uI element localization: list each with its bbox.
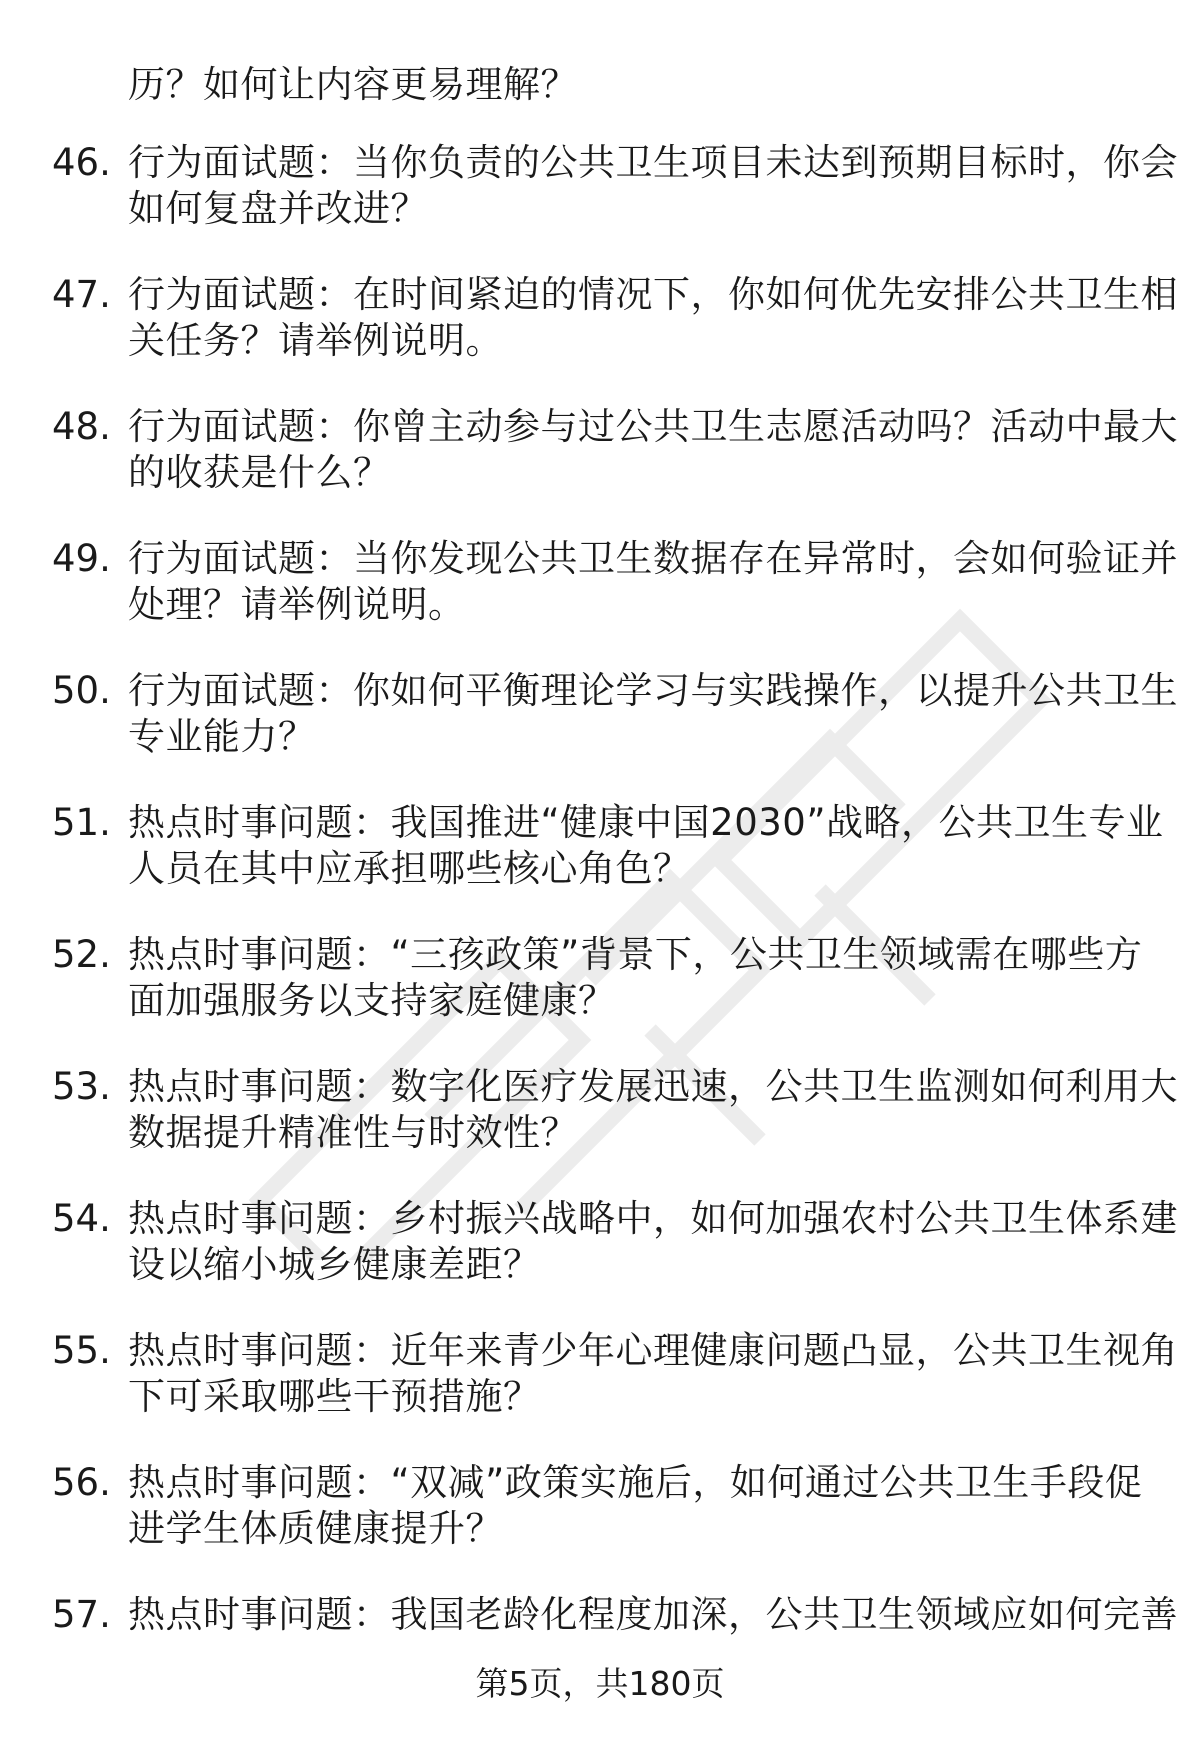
- question-line: 热点时事问题：近年来青少年心理健康问题凸显，公共卫生视角: [128, 1329, 1178, 1372]
- question-line: 专业能力？: [128, 715, 316, 758]
- question-line: 行为面试题：你如何平衡理论学习与实践操作，以提升公共卫生: [128, 669, 1178, 712]
- question-item: [0, 800, 1200, 892]
- question-item: [0, 404, 1200, 496]
- question-number: 56.: [52, 1461, 111, 1504]
- question-line: 热点时事问题：我国推进“健康中国2030”战略，公共卫生专业: [128, 801, 1164, 844]
- page-footer: 第5页，共180页: [475, 1664, 725, 1703]
- question-line: 进学生体质健康提升？: [128, 1507, 503, 1550]
- question-item: [0, 140, 1200, 232]
- question-number: 51.: [52, 801, 111, 844]
- question-text: [128, 140, 1178, 232]
- question-item: [0, 1064, 1200, 1156]
- question-line: 关任务？请举例说明。: [128, 319, 503, 362]
- question-line: 如何复盘并改进？: [128, 187, 428, 230]
- question-text: [128, 1460, 1148, 1552]
- question-text: [128, 1328, 1178, 1420]
- question-number: 50.: [52, 669, 111, 712]
- question-number: 47.: [52, 273, 111, 316]
- question-line: 行为面试题：你曾主动参与过公共卫生志愿活动吗？活动中最大: [128, 405, 1178, 448]
- question-line: 面加强服务以支持家庭健康？: [128, 979, 616, 1022]
- question-line: 处理？请举例说明。: [128, 583, 466, 626]
- question-line: 数据提升精准性与时效性？: [128, 1111, 578, 1154]
- question-line: 人员在其中应承担哪些核心角色？: [128, 847, 691, 890]
- question-list: [0, 140, 1200, 1724]
- question-text: [128, 932, 1148, 1024]
- question-text: [128, 404, 1178, 496]
- question-item: [0, 272, 1200, 364]
- question-item: [0, 1460, 1200, 1552]
- question-number: 55.: [52, 1329, 111, 1372]
- question-line: 热点时事问题：“双减”政策实施后，如何通过公共卫生手段促: [128, 1461, 1143, 1504]
- question-item: [0, 932, 1200, 1024]
- question-item: [0, 668, 1200, 760]
- question-line: 热点时事问题：“三孩政策”背景下，公共卫生领域需在哪些方: [128, 933, 1143, 976]
- question-number: 46.: [52, 141, 111, 184]
- question-line: 热点时事问题：我国老龄化程度加深，公共卫生领域应如何完善: [128, 1593, 1178, 1636]
- question-text: [128, 272, 1178, 364]
- question-item: [0, 1328, 1200, 1420]
- question-text: [128, 1592, 1178, 1638]
- question-text: [128, 1196, 1178, 1288]
- question-line: 行为面试题：在时间紧迫的情况下，你如何优先安排公共卫生相: [128, 273, 1178, 316]
- question-line: 设以缩小城乡健康差距？: [128, 1243, 541, 1286]
- question-line: 热点时事问题：数字化医疗发展迅速，公共卫生监测如何利用大: [128, 1065, 1178, 1108]
- question-number: 49.: [52, 537, 111, 580]
- question-number: 54.: [52, 1197, 111, 1240]
- question-line: 热点时事问题：乡村振兴战略中，如何加强农村公共卫生体系建: [128, 1197, 1178, 1240]
- question-number: 52.: [52, 933, 111, 976]
- question-item: [0, 536, 1200, 628]
- continued-question-text: 历？如何让内容更易理解？: [128, 63, 578, 106]
- question-number: 48.: [52, 405, 111, 448]
- question-line: 的收获是什么？: [128, 451, 391, 494]
- question-text: [128, 1064, 1178, 1156]
- question-number: 53.: [52, 1065, 111, 1108]
- question-line: 行为面试题：当你负责的公共卫生项目未达到预期目标时，你会: [128, 141, 1178, 184]
- question-line: 下可采取哪些干预措施？: [128, 1375, 541, 1418]
- question-number: 57.: [52, 1593, 111, 1636]
- question-item: [0, 1196, 1200, 1288]
- question-text: [128, 800, 1164, 892]
- question-text: [128, 668, 1178, 760]
- question-text: [128, 536, 1178, 628]
- question-line: 行为面试题：当你发现公共卫生数据存在异常时，会如何验证并: [128, 537, 1178, 580]
